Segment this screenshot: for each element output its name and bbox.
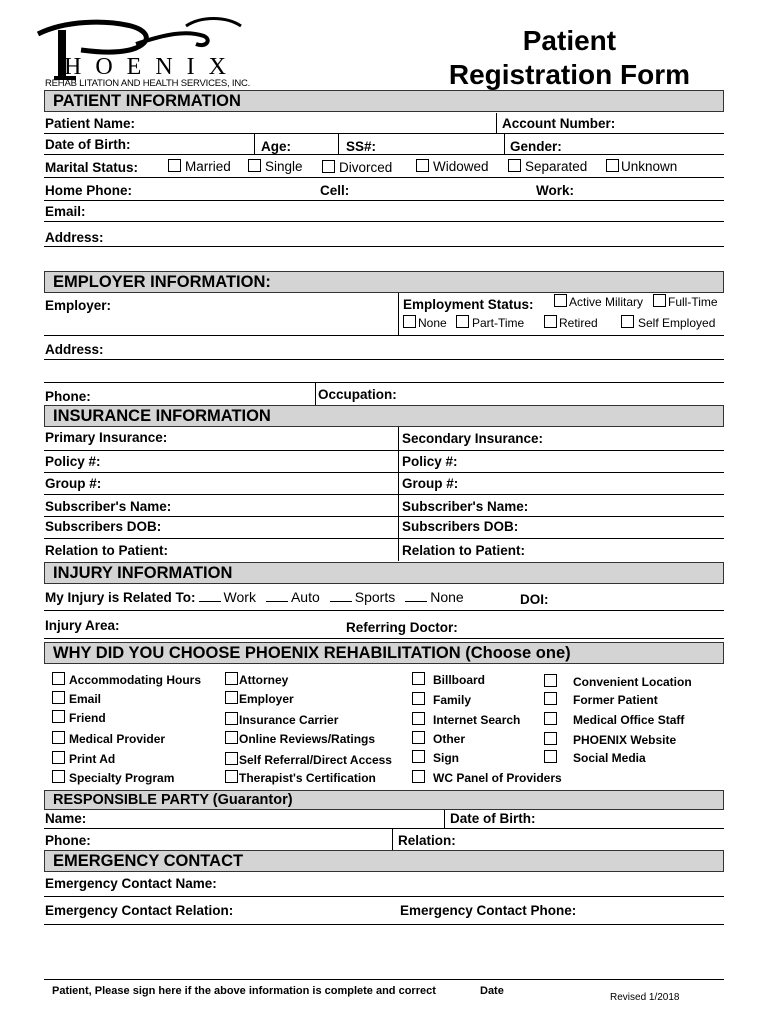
employer-label: Employer:: [45, 298, 112, 313]
page-title: [449, 24, 690, 92]
section-title: EMERGENCY CONTACT: [53, 852, 244, 870]
why-option[interactable]: Accommodating Hours: [52, 672, 201, 687]
why-option[interactable]: Email: [52, 691, 101, 706]
section-why-choose: [44, 642, 724, 664]
secondary-subscriber-name-label: Subscriber's Name:: [402, 499, 529, 514]
why-option[interactable]: Billboard: [412, 672, 485, 687]
blank-none[interactable]: [405, 601, 427, 602]
why-option[interactable]: Family: [412, 692, 471, 707]
age-label: Age:: [261, 139, 291, 154]
why-option[interactable]: Other: [412, 731, 465, 746]
section-title: INJURY INFORMATION: [53, 564, 233, 582]
status-option-full-time[interactable]: Full-Time: [653, 294, 718, 309]
doi-label: DOI:: [520, 592, 549, 607]
why-option[interactable]: WC Panel of Providers: [412, 770, 562, 785]
why-option[interactable]: Self Referral/Direct Access: [225, 752, 392, 767]
date-label: Date: [480, 985, 504, 997]
revision-note: Revised 1/2018: [610, 992, 680, 1003]
checkbox[interactable]: [508, 159, 521, 172]
emergency-name-label: Emergency Contact Name:: [45, 876, 217, 891]
checkbox[interactable]: [416, 159, 429, 172]
blank-auto[interactable]: [266, 601, 288, 602]
why-option[interactable]: Insurance Carrier: [225, 712, 338, 727]
status-option-part-time[interactable]: Part-Time: [456, 315, 524, 330]
why-option[interactable]: Convenient Location: [544, 674, 692, 689]
secondary-policy-label: Policy #:: [402, 454, 458, 469]
logo-wordmark: HOENIX: [64, 54, 240, 80]
home-phone-label: Home Phone:: [45, 183, 133, 198]
checkbox[interactable]: [168, 159, 181, 172]
section-patient-information: [44, 90, 724, 112]
status-option-self-employed[interactable]: Self Employed: [621, 315, 715, 330]
checkbox[interactable]: [554, 294, 567, 307]
work-label: Work:: [536, 183, 575, 198]
referring-doctor-label: Referring Doctor:: [346, 620, 458, 635]
why-option[interactable]: Sign: [412, 750, 459, 765]
account-number-label: Account Number:: [502, 116, 616, 131]
responsible-relation-label: Relation:: [398, 833, 456, 848]
why-option[interactable]: Internet Search: [412, 712, 520, 727]
secondary-insurance-label: Secondary Insurance:: [402, 431, 544, 446]
primary-policy-label: Policy #:: [45, 454, 101, 469]
title-line1: Patient: [522, 25, 617, 56]
address-label: Address:: [45, 230, 104, 245]
why-option[interactable]: Online Reviews/Ratings: [225, 731, 375, 746]
why-option[interactable]: PHOENIX Website: [544, 732, 676, 747]
marital-option-single[interactable]: Single: [248, 159, 303, 174]
primary-subscriber-dob-label: Subscribers DOB:: [45, 519, 162, 534]
status-option-active-military[interactable]: Active Military: [554, 294, 643, 309]
marital-option-divorced[interactable]: Divorced: [322, 160, 392, 175]
primary-insurance-label: Primary Insurance:: [45, 430, 168, 445]
blank-work[interactable]: [199, 601, 221, 602]
ssn-label: SS#:: [346, 139, 377, 154]
section-title: PATIENT INFORMATION: [53, 92, 241, 110]
occupation-label: Occupation:: [318, 387, 397, 402]
marital-status-label: Marital Status:: [45, 160, 139, 175]
section-title: RESPONSIBLE PARTY (Guarantor): [53, 792, 293, 808]
why-option[interactable]: Medical Office Staff: [544, 712, 684, 727]
why-option[interactable]: Friend: [52, 710, 106, 725]
status-option-none[interactable]: None: [403, 315, 447, 330]
employer-phone-label: Phone:: [45, 389, 91, 404]
why-option[interactable]: Employer: [225, 691, 294, 706]
section-title: EMPLOYER INFORMATION:: [53, 273, 271, 291]
why-option[interactable]: Therapist's Certification: [225, 770, 376, 785]
checkbox[interactable]: [322, 160, 335, 173]
emergency-relation-label: Emergency Contact Relation:: [45, 903, 234, 918]
section-employer-information: [44, 271, 724, 293]
why-option[interactable]: Attorney: [225, 672, 288, 687]
checkbox[interactable]: [606, 159, 619, 172]
section-injury-information: [44, 562, 724, 584]
status-option-retired[interactable]: Retired: [544, 315, 598, 330]
cell-label: Cell:: [320, 183, 350, 198]
responsible-phone-label: Phone:: [45, 833, 91, 848]
section-title: INSURANCE INFORMATION: [53, 407, 271, 425]
injury-related-row: My Injury is Related To: Work Auto Sports None: [45, 589, 464, 605]
marital-option-widowed[interactable]: Widowed: [416, 159, 489, 174]
blank-sports[interactable]: [330, 601, 352, 602]
checkbox[interactable]: [403, 315, 416, 328]
emergency-phone-label: Emergency Contact Phone:: [400, 903, 577, 918]
injury-area-label: Injury Area:: [45, 618, 120, 633]
primary-group-label: Group #:: [45, 476, 102, 491]
checkbox[interactable]: [544, 315, 557, 328]
employer-address-label: Address:: [45, 342, 104, 357]
why-option[interactable]: Print Ad: [52, 751, 115, 766]
title-line2: Registration Form: [448, 59, 690, 90]
why-option[interactable]: Specialty Program: [52, 770, 174, 785]
checkbox[interactable]: [456, 315, 469, 328]
section-responsible-party: [44, 790, 724, 810]
marital-option-separated[interactable]: Separated: [508, 159, 587, 174]
responsible-dob-label: Date of Birth:: [450, 811, 536, 826]
patient-name-label: Patient Name:: [45, 116, 136, 131]
checkbox[interactable]: [248, 159, 261, 172]
logo-tagline: REHAB LITATION AND HEALTH SERVICES, INC.: [45, 78, 251, 89]
why-option[interactable]: Medical Provider: [52, 731, 165, 746]
checkbox[interactable]: [653, 294, 666, 307]
dob-label: Date of Birth:: [45, 137, 131, 152]
email-label: Email:: [45, 204, 86, 219]
marital-option-married[interactable]: Married: [168, 159, 231, 174]
secondary-subscriber-dob-label: Subscribers DOB:: [402, 519, 519, 534]
gender-label: Gender:: [510, 139, 562, 154]
section-insurance-information: [44, 405, 724, 427]
section-title: WHY DID YOU CHOOSE PHOENIX REHABILITATION (Choose one): [53, 644, 571, 662]
why-option[interactable]: Former Patient: [544, 692, 658, 707]
marital-option-unknown[interactable]: Unknown: [606, 159, 677, 174]
secondary-relation-label: Relation to Patient:: [402, 543, 526, 558]
injury-related-label: My Injury is Related To:: [45, 590, 196, 605]
checkbox[interactable]: [621, 315, 634, 328]
employment-status-label: Employment Status:: [403, 297, 534, 312]
primary-subscriber-name-label: Subscriber's Name:: [45, 499, 172, 514]
why-option[interactable]: Social Media: [544, 750, 646, 765]
primary-relation-label: Relation to Patient:: [45, 543, 169, 558]
secondary-group-label: Group #:: [402, 476, 459, 491]
responsible-name-label: Name:: [45, 811, 87, 826]
section-emergency-contact: [44, 850, 724, 872]
signature-instruction: Patient, Please sign here if the above information is complete and correct: [52, 985, 436, 997]
